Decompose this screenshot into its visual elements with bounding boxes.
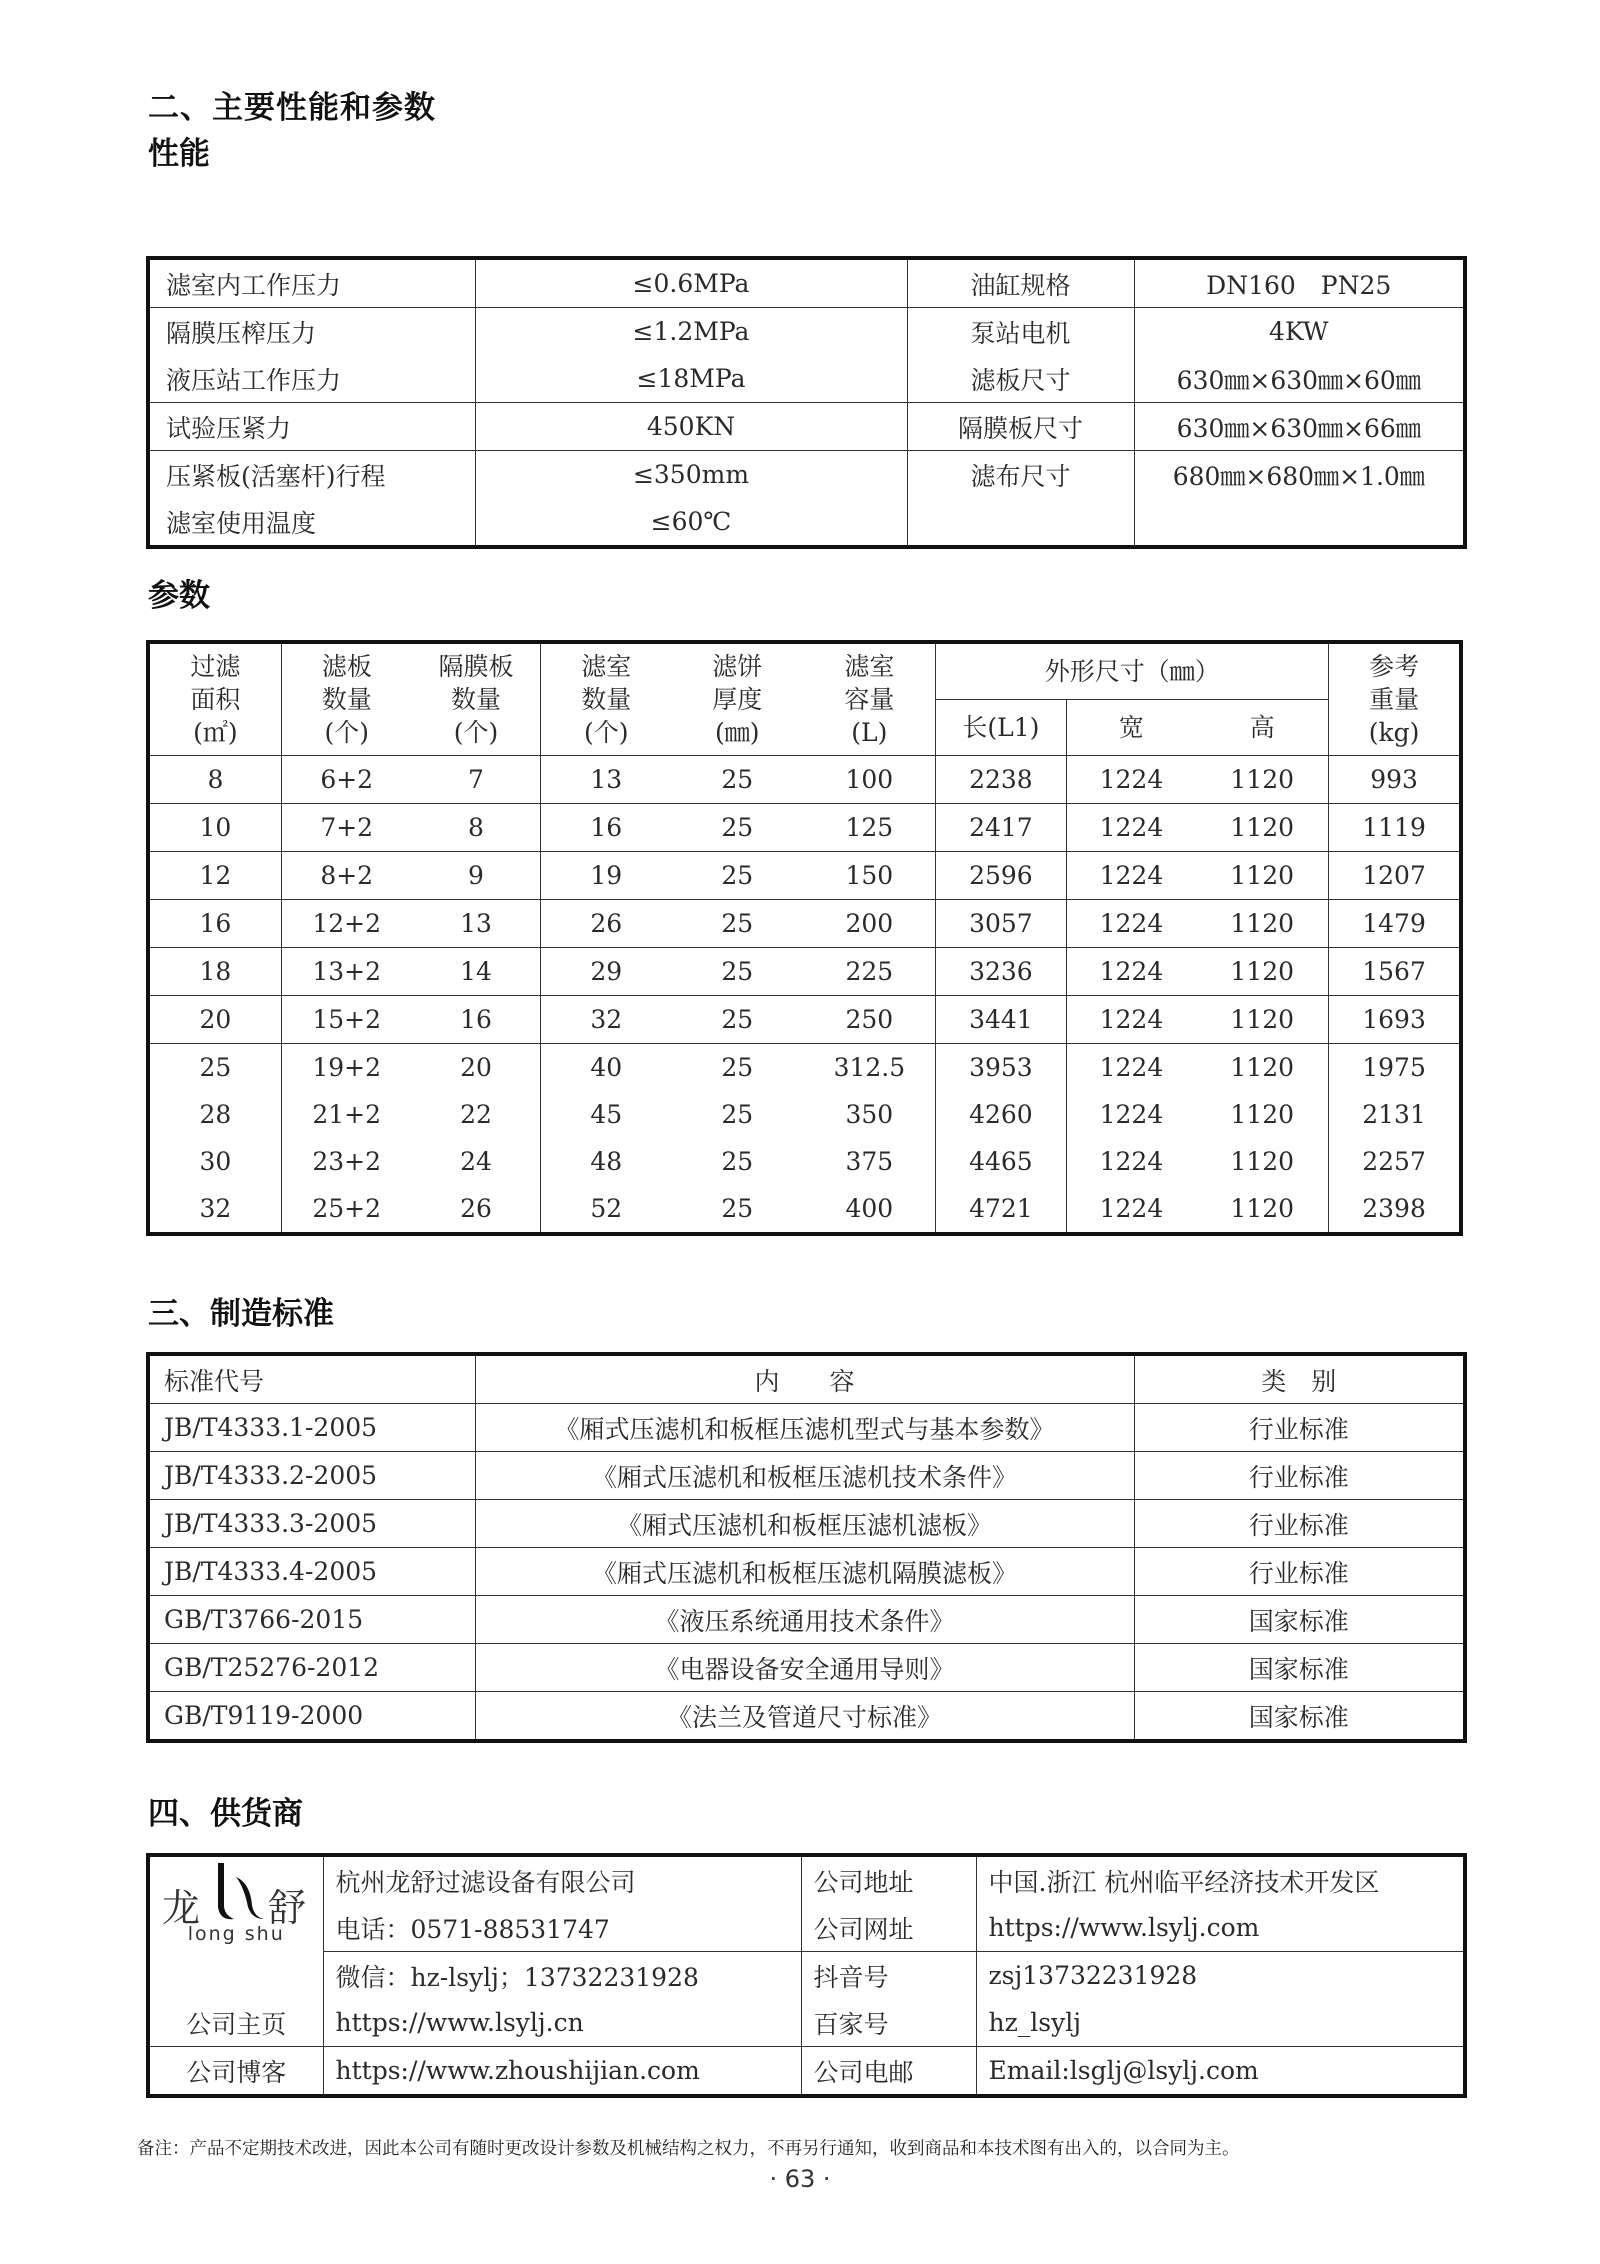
section-title-params: 参数 — [148, 578, 210, 614]
performance-label: 滤室内工作压力 — [148, 258, 475, 308]
cell-filter-area: 12 — [148, 852, 281, 900]
cell-weight: 2398 — [1329, 1185, 1461, 1234]
cell-cake-thickness: 25 — [671, 1044, 803, 1092]
cell-length: 3441 — [936, 996, 1066, 1044]
cell-chamber-volume: 400 — [803, 1185, 935, 1234]
performance-value: 4KW — [1134, 308, 1465, 356]
performance-value: DN160 PN25 — [1134, 258, 1465, 308]
douyin-label: 抖音号 — [801, 1952, 976, 2000]
performance-value — [1134, 498, 1465, 547]
cell-height: 1120 — [1196, 1044, 1328, 1092]
company-homepage-link[interactable]: https://www.lsylj.cn — [323, 1999, 801, 2047]
cell-chamber-count: 16 — [541, 804, 671, 852]
params-row — [148, 948, 1461, 996]
cell-length: 3057 — [936, 900, 1066, 948]
performance-table — [146, 256, 1467, 549]
cell-plate-count: 19+2 — [281, 1044, 411, 1092]
cell-filter-area: 8 — [148, 756, 281, 804]
params-row — [148, 804, 1461, 852]
performance-label: 压紧板(活塞杆)行程 — [148, 451, 475, 499]
cell-cake-thickness: 25 — [671, 852, 803, 900]
blog-label: 公司博客 — [148, 2047, 323, 2097]
cell-plate-count: 15+2 — [281, 996, 411, 1044]
cell-chamber-volume: 100 — [803, 756, 935, 804]
company-douyin: zsj13732231928 — [976, 1952, 1465, 2000]
cell-chamber-count: 19 — [541, 852, 671, 900]
company-website-link[interactable]: https://www.lsylj.com — [976, 1904, 1465, 1952]
header-standard-category: 类 别 — [1134, 1354, 1465, 1404]
cell-filter-area: 25 — [148, 1044, 281, 1092]
cell-weight: 1207 — [1329, 852, 1461, 900]
cell-chamber-count: 48 — [541, 1138, 671, 1185]
cell-plate-count: 12+2 — [281, 900, 411, 948]
standard-content: 《厢式压滤机和板框压滤机型式与基本参数》 — [475, 1404, 1134, 1452]
cell-length: 4721 — [936, 1185, 1066, 1234]
cell-chamber-volume: 375 — [803, 1138, 935, 1185]
cell-plate-count: 13+2 — [281, 948, 411, 996]
cell-length: 2596 — [936, 852, 1066, 900]
cell-height: 1120 — [1196, 900, 1328, 948]
footer-note: 备注：产品不定期技术改进，因此本公司有随时更改设计参数及机械结构之权力，不再另行通知，收到商品和本技术图有出入的，以合同为主。 — [137, 2139, 1240, 2159]
params-row — [148, 1185, 1461, 1234]
cell-cake-thickness: 25 — [671, 900, 803, 948]
logo-char-right: 舒 — [268, 1886, 307, 1930]
baijia-label: 百家号 — [801, 1999, 976, 2047]
header-cake-thickness: 滤饼 厚度 (㎜) — [671, 642, 803, 756]
cell-plate-count: 8+2 — [281, 852, 411, 900]
cell-chamber-count: 45 — [541, 1091, 671, 1138]
cell-width: 1224 — [1066, 1091, 1196, 1138]
performance-row — [148, 403, 1465, 451]
cell-filter-area: 16 — [148, 900, 281, 948]
cell-length: 3236 — [936, 948, 1066, 996]
cell-membrane-count: 26 — [412, 1185, 541, 1234]
standard-content: 《厢式压滤机和板框压滤机技术条件》 — [475, 1452, 1134, 1500]
cell-filter-area: 20 — [148, 996, 281, 1044]
standard-code: JB/T4333.1-2005 — [148, 1404, 475, 1452]
standard-content: 《电器设备安全通用导则》 — [475, 1644, 1134, 1692]
cell-chamber-count: 52 — [541, 1185, 671, 1234]
performance-label: 隔膜板尺寸 — [907, 403, 1134, 451]
cell-width: 1224 — [1066, 948, 1196, 996]
company-phone: 电话：0571-88531747 — [323, 1904, 801, 1952]
cell-membrane-count: 20 — [412, 1044, 541, 1092]
cell-chamber-count: 40 — [541, 1044, 671, 1092]
performance-value: ≤18MPa — [475, 355, 907, 403]
cell-height: 1120 — [1196, 1138, 1328, 1185]
standard-code: GB/T3766-2015 — [148, 1596, 475, 1644]
logo-mark-icon — [208, 1861, 268, 1925]
header-dimensions: 外形尺寸（㎜） — [936, 642, 1329, 700]
company-address: 中国.浙江 杭州临平经济技术开发区 — [976, 1855, 1465, 1904]
performance-value: 630㎜×630㎜×60㎜ — [1134, 355, 1465, 403]
performance-value: ≤350mm — [475, 451, 907, 499]
cell-chamber-volume: 125 — [803, 804, 935, 852]
cell-chamber-volume: 200 — [803, 900, 935, 948]
cell-membrane-count: 14 — [412, 948, 541, 996]
standards-table — [146, 1352, 1467, 1743]
cell-membrane-count: 22 — [412, 1091, 541, 1138]
header-height: 高 — [1196, 700, 1328, 756]
standard-category: 行业标准 — [1134, 1548, 1465, 1596]
website-label: 公司网址 — [801, 1904, 976, 1952]
section-title-supplier: 四、供货商 — [148, 1796, 303, 1832]
header-chamber-count: 滤室 数量 (个) — [541, 642, 671, 756]
cell-width: 1224 — [1066, 1044, 1196, 1092]
company-baijia: hz_lsylj — [976, 1999, 1465, 2047]
standard-category: 国家标准 — [1134, 1644, 1465, 1692]
cell-weight: 2257 — [1329, 1138, 1461, 1185]
address-label: 公司地址 — [801, 1855, 976, 1904]
cell-width: 1224 — [1066, 900, 1196, 948]
params-row — [148, 852, 1461, 900]
standard-row — [148, 1500, 1465, 1548]
cell-weight: 1975 — [1329, 1044, 1461, 1092]
standard-category: 国家标准 — [1134, 1692, 1465, 1742]
section-title-performance: 性能 — [148, 136, 210, 172]
standard-category: 国家标准 — [1134, 1596, 1465, 1644]
cell-chamber-volume: 225 — [803, 948, 935, 996]
standard-row — [148, 1596, 1465, 1644]
cell-plate-count: 25+2 — [281, 1185, 411, 1234]
logo-text-en: long shu — [187, 1923, 285, 1945]
performance-label: 滤布尺寸 — [907, 451, 1134, 499]
cell-weight: 993 — [1329, 756, 1461, 804]
performance-value: ≤0.6MPa — [475, 258, 907, 308]
standard-row — [148, 1644, 1465, 1692]
cell-filter-area: 30 — [148, 1138, 281, 1185]
cell-length: 4465 — [936, 1138, 1066, 1185]
params-row — [148, 1138, 1461, 1185]
cell-chamber-volume: 150 — [803, 852, 935, 900]
performance-label: 试验压紧力 — [148, 403, 475, 451]
standard-code: JB/T4333.4-2005 — [148, 1548, 475, 1596]
company-logo — [148, 1855, 323, 1999]
header-chamber-volume: 滤室 容量 (L) — [803, 642, 935, 756]
standard-content: 《法兰及管道尺寸标准》 — [475, 1692, 1134, 1742]
cell-chamber-volume: 350 — [803, 1091, 935, 1138]
cell-width: 1224 — [1066, 1138, 1196, 1185]
cell-weight: 2131 — [1329, 1091, 1461, 1138]
header-filter-area: 过滤 面积 (㎡) — [148, 642, 281, 756]
params-table — [146, 640, 1463, 1236]
cell-plate-count: 21+2 — [281, 1091, 411, 1138]
params-row — [148, 1091, 1461, 1138]
logo-char-left: 龙 — [162, 1886, 201, 1930]
performance-row — [148, 451, 1465, 499]
section-title-standards: 三、制造标准 — [148, 1296, 334, 1332]
performance-value: 630㎜×630㎜×66㎜ — [1134, 403, 1465, 451]
company-email[interactable]: Email:lsglj@lsylj.com — [976, 2047, 1465, 2097]
performance-row — [148, 355, 1465, 403]
standard-row — [148, 1548, 1465, 1596]
cell-chamber-count: 26 — [541, 900, 671, 948]
cell-membrane-count: 8 — [412, 804, 541, 852]
page-number: · 63 · — [769, 2165, 831, 2193]
cell-height: 1120 — [1196, 1185, 1328, 1234]
cell-chamber-volume: 312.5 — [803, 1044, 935, 1092]
performance-row — [148, 308, 1465, 356]
company-name: 杭州龙舒过滤设备有限公司 — [323, 1855, 801, 1904]
performance-value: ≤1.2MPa — [475, 308, 907, 356]
cell-length: 4260 — [936, 1091, 1066, 1138]
performance-label — [907, 498, 1134, 547]
standard-category: 行业标准 — [1134, 1452, 1465, 1500]
standard-category: 行业标准 — [1134, 1404, 1465, 1452]
cell-cake-thickness: 25 — [721, 1194, 754, 1223]
performance-row — [148, 258, 1465, 308]
standard-category: 行业标准 — [1134, 1500, 1465, 1548]
header-standard-code: 标准代号 — [148, 1354, 475, 1404]
cell-width: 1224 — [1066, 852, 1196, 900]
header-plate-count: 滤板 数量 (个) — [281, 642, 411, 756]
cell-height: 1120 — [1196, 852, 1328, 900]
performance-row — [148, 498, 1465, 547]
cell-width: 1224 — [1066, 804, 1196, 852]
cell-plate-count: 7+2 — [281, 804, 411, 852]
cell-plate-count: 6+2 — [281, 756, 411, 804]
standard-code: JB/T4333.3-2005 — [148, 1500, 475, 1548]
cell-length: 3953 — [936, 1044, 1066, 1092]
email-label: 公司电邮 — [801, 2047, 976, 2097]
cell-membrane-count: 24 — [412, 1138, 541, 1185]
performance-value: 450KN — [475, 403, 907, 451]
cell-width: 1224 — [1066, 756, 1196, 804]
cell-height: 1120 — [1196, 996, 1328, 1044]
company-blog-link[interactable]: https://www.zhoushijian.com — [323, 2047, 801, 2097]
performance-label: 泵站电机 — [907, 308, 1134, 356]
cell-chamber-count: 13 — [541, 756, 671, 804]
cell-filter-area: 28 — [148, 1091, 281, 1138]
cell-membrane-count: 9 — [412, 852, 541, 900]
cell-membrane-count: 16 — [412, 996, 541, 1044]
cell-plate-count: 23+2 — [281, 1138, 411, 1185]
cell-height: 1120 — [1196, 804, 1328, 852]
standard-row — [148, 1452, 1465, 1500]
params-row — [148, 996, 1461, 1044]
header-membrane-count: 隔膜板 数量 (个) — [412, 642, 541, 756]
company-wechat: 微信：hz-lsylj；13732231928 — [323, 1952, 801, 2000]
performance-label: 液压站工作压力 — [148, 355, 475, 403]
cell-membrane-count: 13 — [412, 900, 541, 948]
standard-code: GB/T25276-2012 — [148, 1644, 475, 1692]
cell-height: 1120 — [1196, 948, 1328, 996]
cell-height: 1120 — [1196, 756, 1328, 804]
cell-weight: 1693 — [1329, 996, 1461, 1044]
params-row — [148, 900, 1461, 948]
params-row — [148, 756, 1461, 804]
cell-chamber-volume: 250 — [803, 996, 935, 1044]
standard-code: JB/T4333.2-2005 — [148, 1452, 475, 1500]
cell-chamber-count: 29 — [541, 948, 671, 996]
performance-value: ≤60℃ — [475, 498, 907, 547]
cell-cake-thickness: 25 — [671, 756, 803, 804]
cell-width: 1224 — [1066, 996, 1196, 1044]
standard-row — [148, 1692, 1465, 1742]
standard-code: GB/T9119-2000 — [148, 1692, 475, 1742]
cell-weight: 1567 — [1329, 948, 1461, 996]
header-weight: 参考 重量 (kg) — [1329, 642, 1461, 756]
standard-content: 《厢式压滤机和板框压滤机滤板》 — [475, 1500, 1134, 1548]
cell-cake-thickness: 25 — [671, 948, 803, 996]
standard-content: 《厢式压滤机和板框压滤机隔膜滤板》 — [475, 1548, 1134, 1596]
cell-cake-thickness: 25 — [721, 1100, 754, 1129]
cell-filter-area: 32 — [148, 1185, 281, 1234]
performance-value: 680㎜×680㎜×1.0㎜ — [1134, 451, 1465, 499]
homepage-label: 公司主页 — [148, 1999, 323, 2047]
cell-weight: 1119 — [1329, 804, 1461, 852]
header-length: 长(L1) — [936, 700, 1066, 756]
standard-content: 《液压系统通用技术条件》 — [475, 1596, 1134, 1644]
params-row — [148, 1044, 1461, 1092]
cell-width: 1224 — [1066, 1185, 1196, 1234]
cell-cake-thickness: 25 — [721, 1147, 754, 1176]
cell-length: 2417 — [936, 804, 1066, 852]
cell-chamber-count: 32 — [541, 996, 671, 1044]
supplier-table — [146, 1853, 1467, 2098]
header-standard-content: 内 容 — [475, 1354, 1134, 1404]
section-title-main: 二、主要性能和参数 — [148, 90, 436, 126]
cell-weight: 1479 — [1329, 900, 1461, 948]
cell-filter-area: 18 — [148, 948, 281, 996]
performance-label: 隔膜压榨压力 — [148, 308, 475, 356]
header-width: 宽 — [1066, 700, 1196, 756]
cell-cake-thickness: 25 — [671, 996, 803, 1044]
cell-membrane-count: 7 — [412, 756, 541, 804]
standard-row — [148, 1404, 1465, 1452]
performance-label: 滤板尺寸 — [907, 355, 1134, 403]
cell-length: 2238 — [936, 756, 1066, 804]
cell-height: 1120 — [1196, 1091, 1328, 1138]
performance-label: 油缸规格 — [907, 258, 1134, 308]
performance-label: 滤室使用温度 — [148, 498, 475, 547]
cell-filter-area: 10 — [148, 804, 281, 852]
cell-cake-thickness: 25 — [671, 804, 803, 852]
